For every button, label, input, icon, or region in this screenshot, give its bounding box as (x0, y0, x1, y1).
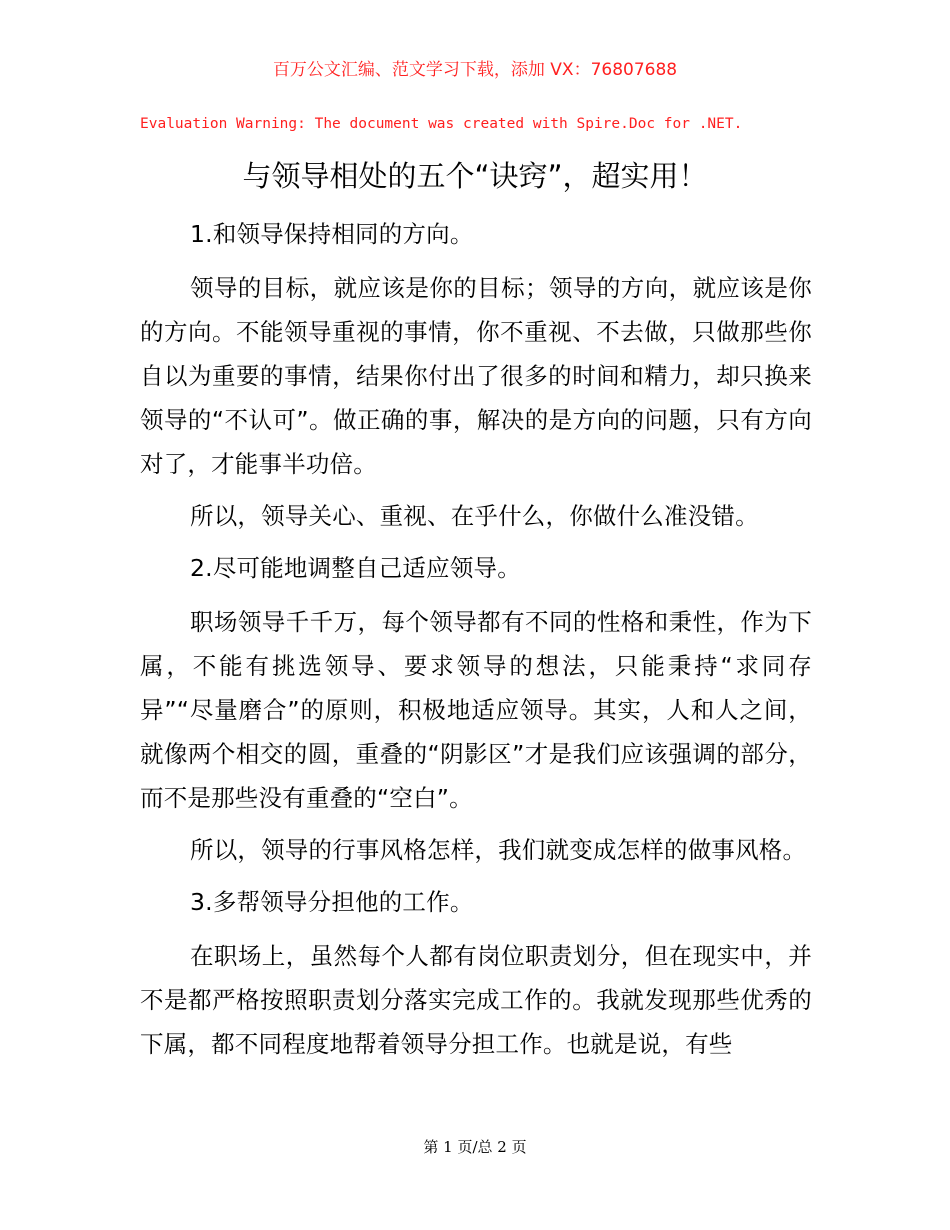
section-heading-3: 3.多帮领导分担他的工作。 (190, 888, 474, 916)
document-title: 与领导相处的五个“诀窍”，超实用！ (242, 159, 708, 193)
section-heading-1: 1.和领导保持相同的方向。 (190, 220, 474, 248)
page-number-footer: 第 1 页/总 2 页 (423, 1138, 527, 1156)
section-heading-2: 2.尽可能地调整自己适应领导。 (190, 554, 521, 582)
document-body (140, 212, 812, 1074)
paragraph: 在职场上，虽然每个人都有岗位职责划分，但在现实中，并不是都严格按照职责划分落实完成工作的。我就发现那些优秀的下属，都不同程度地帮着领导分担工作。也就是说，有些 (140, 942, 812, 1058)
paragraph: 所以，领导的行事风格怎样，我们就变成怎样的做事风格。 (190, 836, 807, 864)
paragraph: 领导的目标，就应该是你的目标；领导的方向，就应该是你的方向。不能领导重视的事情，你不重视、不去做，只做那些你自以为重要的事情，结果你付出了很多的时间和精力，却只换来领导的“不认可”。做正确的事，解决的是方向的问题，只有方向对了，才能事半功倍。 (140, 274, 812, 478)
header-ad-text: 百万公文汇编、范文学习下载，添加 VX：76807688 (272, 60, 678, 80)
evaluation-warning: Evaluation Warning: The document was created with Spire.Doc for .NET. (140, 116, 743, 132)
paragraph: 职场领导千千万，每个领导都有不同的性格和秉性，作为下属，不能有挑选领导、要求领导的想法，只能秉持“求同存异”“尽量磨合”的原则，积极地适应领导。其实，人和人之间，就像两个相交的圆，重叠的“阴影区”才是我们应该强调的部分，而不是那些没有重叠的“空白”。 (140, 608, 812, 812)
paragraph: 所以，领导关心、重视、在乎什么，你做什么准没错。 (190, 502, 759, 530)
